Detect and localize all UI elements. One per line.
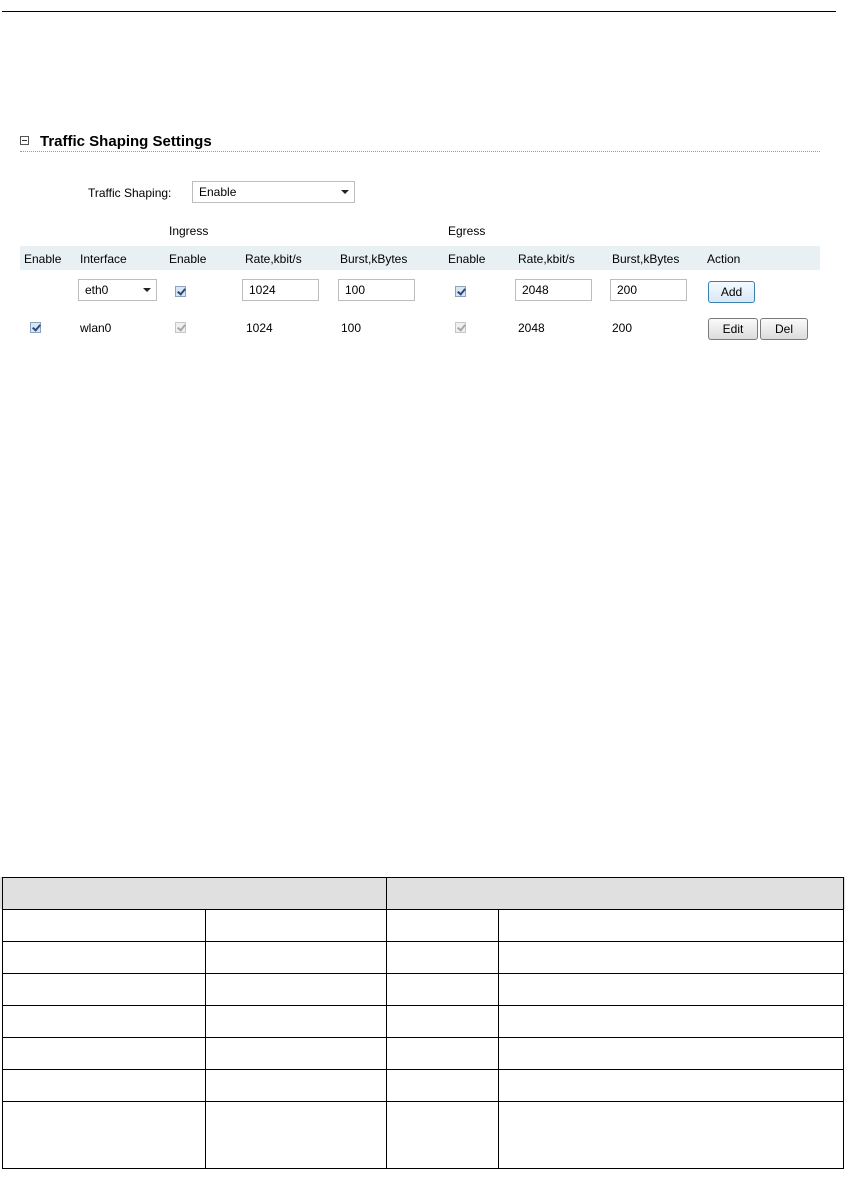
new-egress-burst-input[interactable]: 200 <box>610 279 687 301</box>
table-border <box>2 1069 844 1070</box>
table-border <box>386 877 387 1169</box>
parameter-table <box>0 877 845 1169</box>
table-border <box>843 877 844 1169</box>
table-border <box>2 877 844 878</box>
row-enable-checkbox[interactable] <box>30 322 41 333</box>
column-interface: Interface <box>80 252 127 266</box>
section-header <box>20 132 820 152</box>
chevron-down-icon <box>143 288 151 292</box>
column-egress-burst: Burst,kBytes <box>612 252 680 266</box>
new-ingress-enable-checkbox[interactable] <box>175 286 186 297</box>
column-egress-rate: Rate,kbit/s <box>518 252 575 266</box>
row-egress-enable-checkbox <box>455 322 466 333</box>
row-ingress-enable-checkbox <box>175 322 186 333</box>
column-enable: Enable <box>24 252 62 266</box>
add-button[interactable]: Add <box>708 281 755 303</box>
column-ingress-enable: Enable <box>169 252 207 266</box>
delete-button[interactable]: Del <box>760 318 808 340</box>
table-border <box>2 941 844 942</box>
new-ingress-rate-input[interactable]: 1024 <box>242 279 319 301</box>
traffic-shaping-select[interactable] <box>192 181 355 203</box>
new-egress-enable-checkbox[interactable] <box>455 286 466 297</box>
row-ingress-rate: 1024 <box>246 321 273 335</box>
table-border <box>205 909 206 1169</box>
table-border <box>2 1101 844 1102</box>
column-egress-enable: Enable <box>448 252 486 266</box>
row-interface: wlan0 <box>80 321 112 335</box>
new-egress-rate-input[interactable]: 2048 <box>515 279 592 301</box>
section-divider <box>20 151 820 152</box>
table-border <box>2 973 844 974</box>
column-action: Action <box>707 252 741 266</box>
row-ingress-burst: 100 <box>341 321 362 335</box>
table-border <box>2 1037 844 1038</box>
page-top-rule <box>2 11 836 12</box>
traffic-shaping-value: Enable <box>199 185 237 199</box>
column-ingress-rate: Rate,kbit/s <box>245 252 302 266</box>
traffic-shaping-label: Traffic Shaping: <box>88 186 172 200</box>
column-ingress-burst: Burst,kBytes <box>340 252 408 266</box>
parameter-table-header <box>0 877 845 909</box>
row-egress-rate: 2048 <box>518 321 545 335</box>
edit-button[interactable]: Edit <box>708 318 758 340</box>
egress-group-header: Egress <box>448 224 486 238</box>
table-header <box>20 246 820 270</box>
table-border <box>2 1168 844 1169</box>
table-border <box>2 909 844 910</box>
collapse-icon[interactable] <box>20 136 29 145</box>
ingress-group-header: Ingress <box>169 224 209 238</box>
table-border <box>2 877 3 1169</box>
chevron-down-icon <box>341 190 349 194</box>
new-ingress-burst-input[interactable]: 100 <box>338 279 415 301</box>
interface-select[interactable] <box>78 279 157 301</box>
table-border <box>2 1005 844 1006</box>
table-border <box>498 909 499 1169</box>
row-egress-burst: 200 <box>612 321 633 335</box>
interface-select-value: eth0 <box>85 283 109 297</box>
section-title: Traffic Shaping Settings <box>40 133 212 150</box>
